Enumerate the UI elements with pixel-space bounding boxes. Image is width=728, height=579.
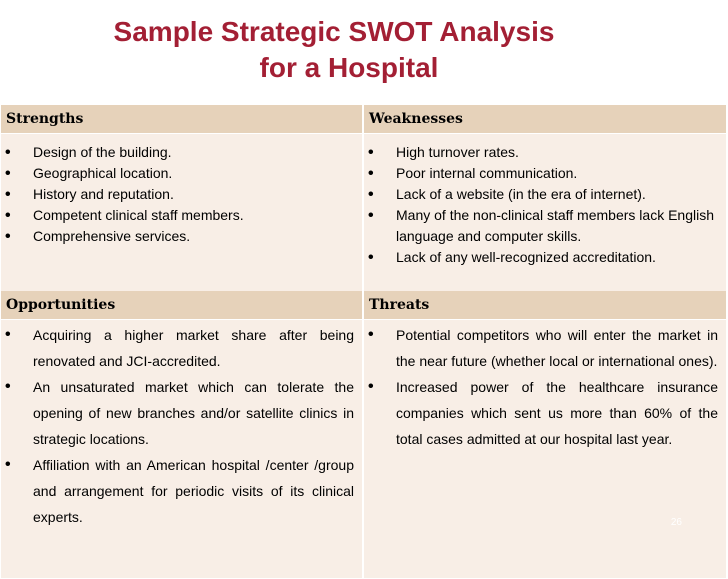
list-item: • An unsaturated market which can tolerate the opening of new branches and/or satellite clinics in strategic locations. — [1, 374, 362, 452]
list-item: • Poor internal communication. — [364, 163, 726, 184]
header-row-2 — [1, 291, 726, 320]
list-item: • Design of the building. — [1, 142, 362, 163]
title-line-2: for a Hospital — [259, 52, 439, 83]
list-item: • Potential competitors who will enter the market in the near future (whether local or international ones). — [364, 322, 726, 374]
opportunities-list — [1, 320, 362, 530]
weaknesses-cell — [364, 134, 726, 291]
list-item: • High turnover rates. — [364, 142, 726, 163]
strengths-list — [1, 134, 362, 247]
list-item: • Many of the non-clinical staff members lack English language and computer skills. — [364, 205, 726, 247]
swot-table — [1, 104, 726, 579]
threats-header: Threats — [369, 297, 430, 313]
list-item: • Acquiring a higher market share after being renovated and JCI-accredited. — [1, 322, 362, 374]
list-item: • History and reputation. — [1, 184, 362, 205]
strengths-header: Strengths — [1, 105, 364, 133]
content-row-1 — [1, 134, 726, 291]
opportunities-cell — [1, 320, 364, 578]
list-item: • Increased power of the healthcare insurance companies which sent us more than 60% of the total cases admitted at our hospital last year. — [364, 374, 726, 452]
list-item: • Affiliation with an American hospital /center /group and arrangement for periodic visits of its clinical experts. — [1, 452, 362, 530]
weaknesses-header: Weaknesses — [369, 111, 463, 127]
list-item: • Lack of any well-recognized accreditation. — [364, 247, 726, 268]
threats-list — [364, 320, 726, 452]
strengths-cell — [1, 134, 364, 291]
weaknesses-list — [364, 134, 726, 268]
list-item: • Competent clinical staff members. — [1, 205, 362, 226]
slide-title — [0, 14, 728, 86]
opportunities-header: Opportunities — [1, 291, 364, 319]
threats-cell — [364, 320, 726, 578]
list-item: • Lack of a website (in the era of internet). — [364, 184, 726, 205]
content-row-2 — [1, 320, 726, 579]
list-item: • Comprehensive services. — [1, 226, 362, 247]
header-row-1 — [1, 105, 726, 134]
title-line-1: Sample Strategic SWOT Analysis — [113, 16, 555, 47]
list-item: • Geographical location. — [1, 163, 362, 184]
page-number: 26 — [670, 517, 682, 528]
